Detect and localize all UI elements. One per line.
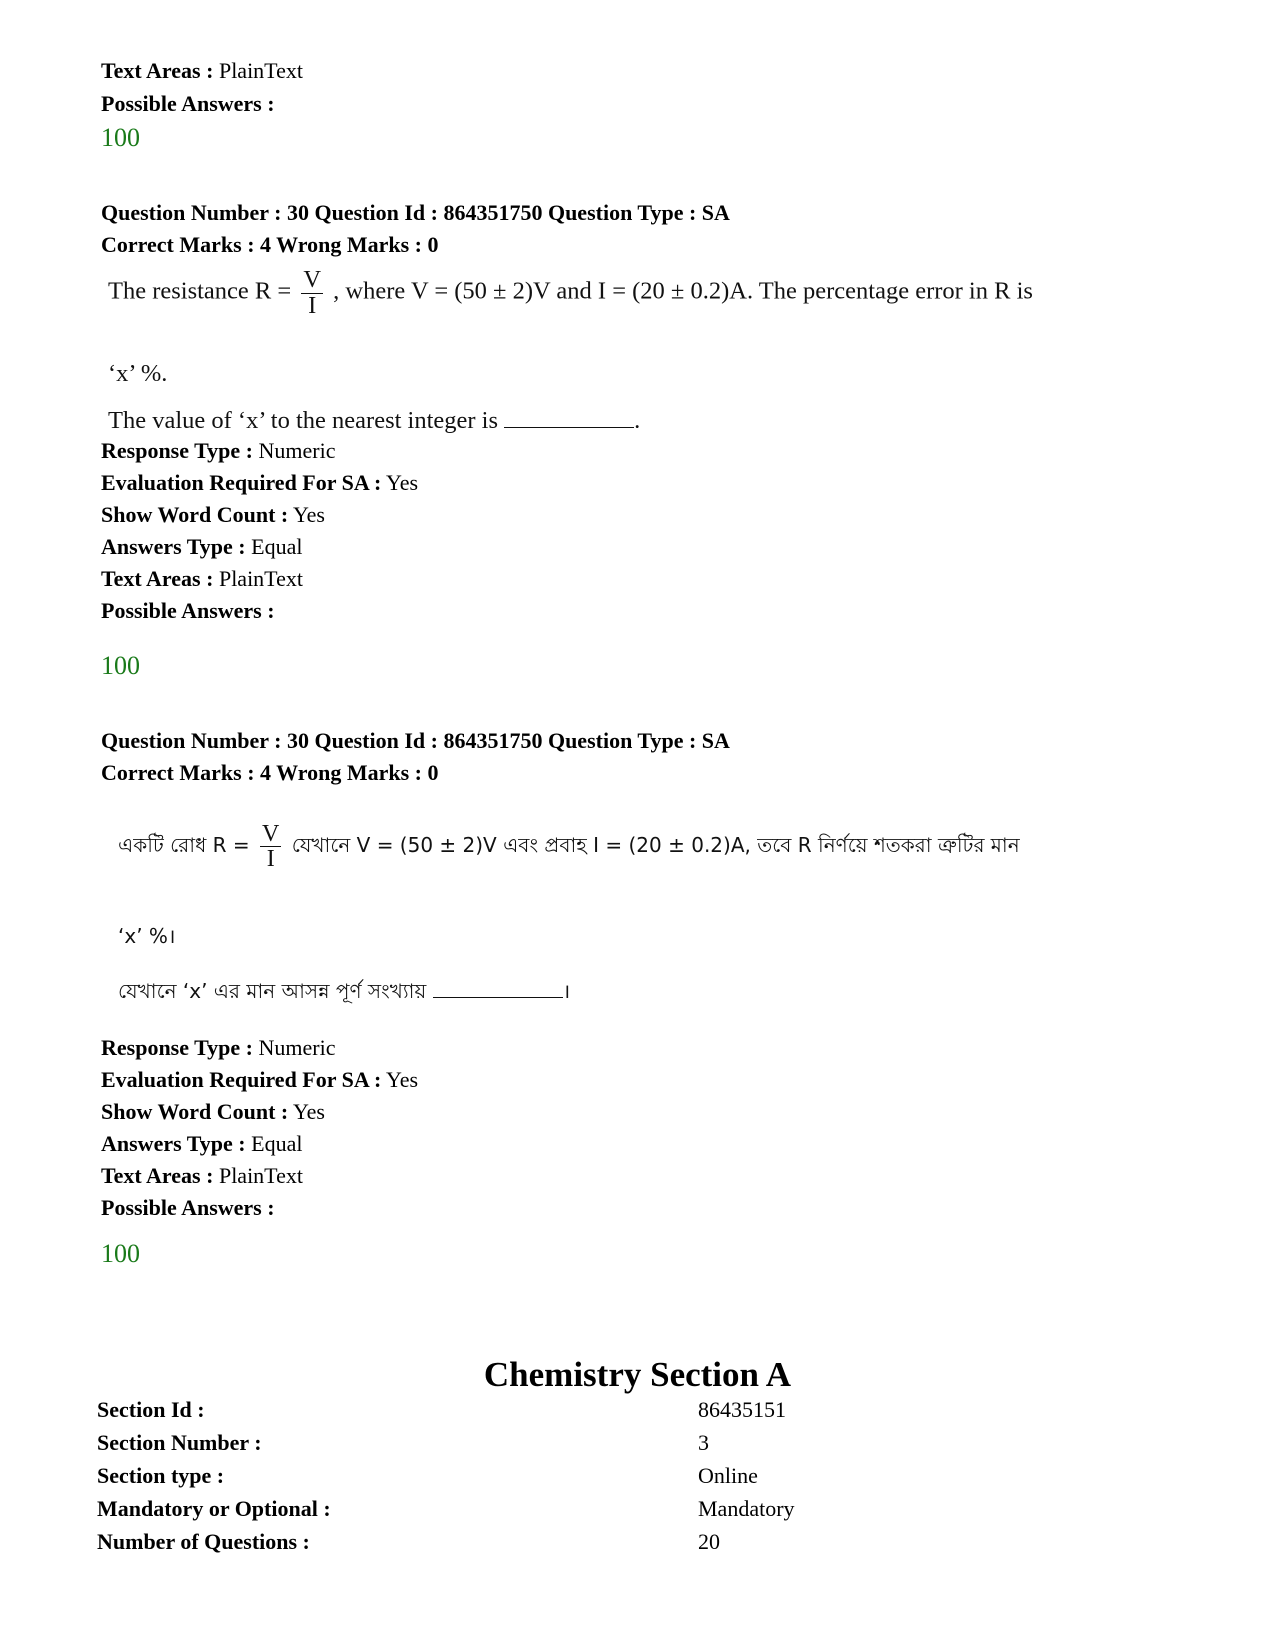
- text-areas-row: [101, 55, 303, 88]
- q2-meta-value: Yes: [386, 1067, 419, 1092]
- q2-text-before: একটি রোধ R =: [118, 833, 250, 857]
- q2-meta-1: [101, 1064, 418, 1097]
- q2-meta-label: Answers Type :: [101, 1131, 246, 1156]
- q1-answer: 100: [101, 651, 140, 680]
- q2-answer-blank: [433, 996, 563, 998]
- q1-fraction: [301, 268, 323, 318]
- section-title: Chemistry Section A: [483, 1355, 792, 1394]
- possible-answer: 100: [101, 123, 140, 152]
- q2-text-line2: ‘x’ %।: [118, 924, 176, 948]
- q2-meta-value: Numeric: [258, 1035, 336, 1060]
- q1-text-line3: [108, 407, 640, 435]
- q2-answer: 100: [101, 1239, 140, 1268]
- q2-meta-0: [101, 1032, 335, 1065]
- q2-text-line1: [118, 822, 1020, 871]
- q1-meta-label: Possible Answers :: [101, 598, 275, 623]
- q2-meta-3: [101, 1128, 302, 1161]
- possible-answers-label: Possible Answers :: [101, 91, 275, 116]
- q2-meta-label: Show Word Count :: [101, 1099, 289, 1124]
- q1-meta-value: PlainText: [218, 566, 303, 591]
- q2-meta-2: [101, 1096, 325, 1129]
- q2-text-line3: [118, 977, 570, 1010]
- q2-meta-label: Evaluation Required For SA :: [101, 1067, 382, 1092]
- q2-header: Question Number : 30 Question Id : 864351750 Question Type : SA: [101, 728, 730, 753]
- q2-meta-value: PlainText: [218, 1163, 303, 1188]
- q2-meta-value: Yes: [292, 1099, 325, 1124]
- q2-line3-end: ।: [562, 979, 571, 1003]
- q2-text-after: যেখানে V = (50 ± 2)V এবং প্রবাহ I = (20 ± 0.2)A, তবে R নির্ণয়ে শতকরা ত্রুটির মান: [291, 833, 1020, 857]
- q1-text-after: , where V = (50 ± 2)V and I = (20 ± 0.2)A. The percentage error in R is: [333, 277, 1033, 305]
- q1-answer-blank: [504, 426, 634, 428]
- section-row-value: Online: [698, 1463, 758, 1488]
- q2-marks: Correct Marks : 4 Wrong Marks : 0: [101, 760, 439, 785]
- q1-meta-4: [101, 563, 303, 596]
- q2-fraction: [260, 822, 281, 871]
- q1-meta-value: Yes: [386, 470, 419, 495]
- section-row-value: 86435151: [698, 1397, 786, 1422]
- section-row-label: Section Id :: [97, 1397, 205, 1422]
- section-row-value: Mandatory: [698, 1496, 795, 1521]
- q1-text-line2: ‘x’ %.: [108, 360, 168, 387]
- q1-line3-text: The value of ‘x’ to the nearest integer is: [108, 407, 499, 434]
- q1-line3-end: .: [634, 407, 641, 434]
- q2-meta-label: Possible Answers :: [101, 1195, 275, 1220]
- section-row-label: Mandatory or Optional :: [97, 1496, 331, 1521]
- q1-meta-2: [101, 499, 325, 532]
- section-row-value: 3: [698, 1430, 709, 1455]
- q2-frac-num: V: [262, 821, 280, 847]
- section-row-value: 20: [698, 1529, 720, 1554]
- q1-meta-1: [101, 467, 418, 500]
- q1-text-before: The resistance R =: [108, 277, 292, 305]
- q1-meta-label: Evaluation Required For SA :: [101, 470, 382, 495]
- q1-meta-label: Answers Type :: [101, 534, 246, 559]
- text-areas-value: PlainText: [218, 58, 303, 83]
- q1-meta-5: [101, 595, 275, 628]
- q1-meta-label: Response Type :: [101, 438, 253, 463]
- q1-meta-label: Text Areas :: [101, 566, 214, 591]
- q1-header: Question Number : 30 Question Id : 864351750 Question Type : SA: [101, 200, 730, 225]
- section-row-label: Section type :: [97, 1463, 225, 1488]
- q1-frac-den: I: [308, 291, 317, 319]
- q1-frac-num: V: [303, 266, 322, 293]
- q1-meta-0: [101, 435, 335, 468]
- q1-meta-value: Equal: [251, 534, 303, 559]
- q2-meta-value: Equal: [251, 1131, 303, 1156]
- section-row-label: Section Number :: [97, 1430, 262, 1455]
- q2-meta-4: [101, 1160, 303, 1193]
- q2-meta-5: [101, 1192, 275, 1225]
- q2-line3-text: যেখানে ‘x’ এর মান আসন্ন পূর্ণ সংখ্যায়: [118, 979, 427, 1003]
- q1-meta-value: Yes: [292, 502, 325, 527]
- section-row-label: Number of Questions :: [97, 1529, 310, 1554]
- q2-meta-label: Text Areas :: [101, 1163, 214, 1188]
- q1-meta-3: [101, 531, 302, 564]
- q2-meta-label: Response Type :: [101, 1035, 253, 1060]
- q1-text-line1: [108, 268, 1033, 318]
- q2-frac-den: I: [266, 846, 275, 872]
- q1-marks: Correct Marks : 4 Wrong Marks : 0: [101, 232, 439, 257]
- q1-meta-value: Numeric: [258, 438, 336, 463]
- q1-meta-label: Show Word Count :: [101, 502, 289, 527]
- text-areas-label: Text Areas :: [101, 58, 214, 83]
